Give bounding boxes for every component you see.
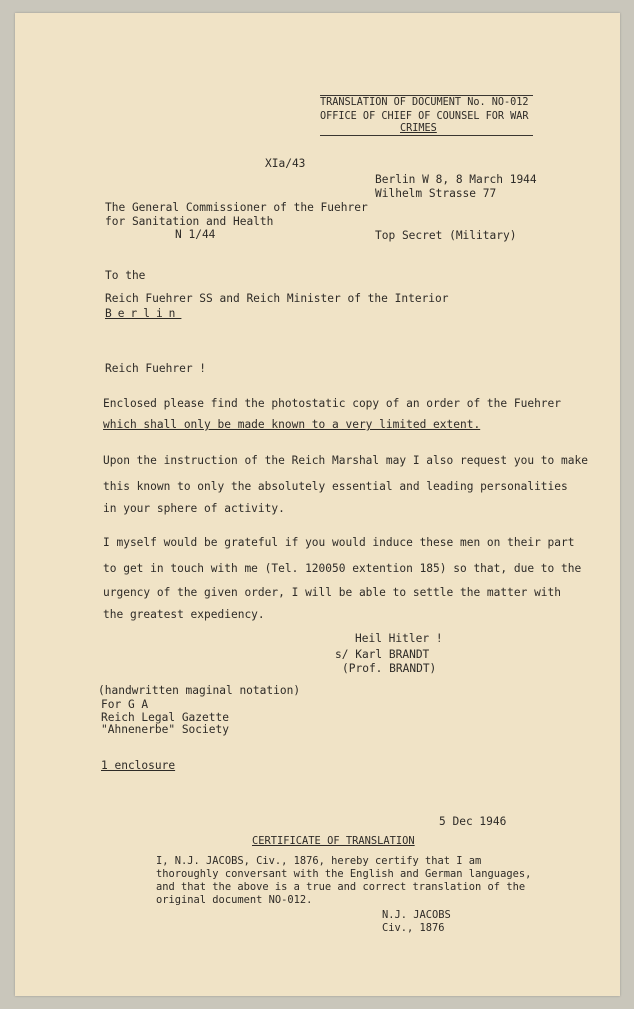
paragraph-3-line-3: urgency of the given order, I will be able to settle the matter with [103, 586, 562, 599]
paragraph-1-line-1: Enclosed please find the photostatic copy of an order of the Fuehrer [103, 397, 562, 410]
classification-label: Top Secret (Military) [375, 229, 517, 242]
place-date-line2: Wilhelm Strasse 77 [375, 187, 497, 200]
recipient-name: Reich Fuehrer SS and Reich Minister of the Interior [105, 292, 449, 305]
document-page [15, 13, 620, 996]
marginal-notation-line2: For G A [101, 698, 149, 711]
paragraph-3-line-1: I myself would be grateful if you would induce these men on their part [103, 536, 575, 549]
paragraph-3-line-4: the greatest expediency. [103, 608, 265, 621]
paragraph-2-line-3: in your sphere of activity. [103, 502, 285, 515]
paragraph-3-line-2: to get in touch with me (Tel. 120050 extention 185) so that, due to the [103, 562, 582, 575]
header-bottom-rule [320, 135, 533, 136]
closing-signed: s/ Karl BRANDT [335, 648, 430, 661]
marginal-notation-line4: "Ahnenerbe" Society [101, 723, 229, 736]
certificate-signer-name: N.J. JACOBS [382, 909, 451, 921]
certificate-title: CERTIFICATE OF TRANSLATION [252, 835, 415, 847]
certificate-line-1: I, N.J. JACOBS, Civ., 1876, hereby certify that I am [156, 855, 482, 867]
certificate-line-4: original document NO-012. [156, 894, 313, 906]
sender-line3: N 1/44 [175, 228, 216, 241]
marginal-notation-line1: (handwritten maginal notation) [98, 684, 301, 697]
certificate-line-3: and that the above is a true and correct translation of the [156, 881, 526, 893]
enclosure-note: 1 enclosure [101, 759, 176, 772]
header-title-line1: TRANSLATION OF DOCUMENT No. NO-012 [320, 97, 529, 108]
header-title-line2: OFFICE OF CHIEF OF COUNSEL FOR WAR [320, 111, 529, 122]
header-title-line3: CRIMES [400, 123, 437, 134]
marginal-notation-line3: Reich Legal Gazette [101, 711, 229, 724]
recipient-city: Berlin [105, 307, 182, 320]
place-date-line1: Berlin W 8, 8 March 1944 [375, 173, 537, 186]
certificate-line-2: thoroughly conversant with the English and German languages, [156, 868, 532, 880]
paragraph-2-line-2: this known to only the absolutely essential and leading personalities [103, 480, 568, 493]
sender-line1: The General Commissioner of the Fuehrer [105, 201, 368, 214]
paragraph-2-line-1: Upon the instruction of the Reich Marshal may I also request you to make [103, 454, 588, 467]
header-top-rule [320, 95, 533, 96]
certificate-date: 5 Dec 1946 [439, 815, 507, 828]
paragraph-1-line-2: which shall only be made known to a very limited extent. [103, 418, 481, 431]
certificate-signer-id: Civ., 1876 [382, 922, 445, 934]
closing-greeting: Heil Hitler ! [355, 632, 443, 645]
recipient-to: To the [105, 269, 146, 282]
sender-line2: for Sanitation and Health [105, 215, 274, 228]
document-reference: XIa/43 [265, 157, 306, 170]
salutation: Reich Fuehrer ! [105, 362, 207, 375]
closing-title: (Prof. BRANDT) [342, 662, 437, 675]
